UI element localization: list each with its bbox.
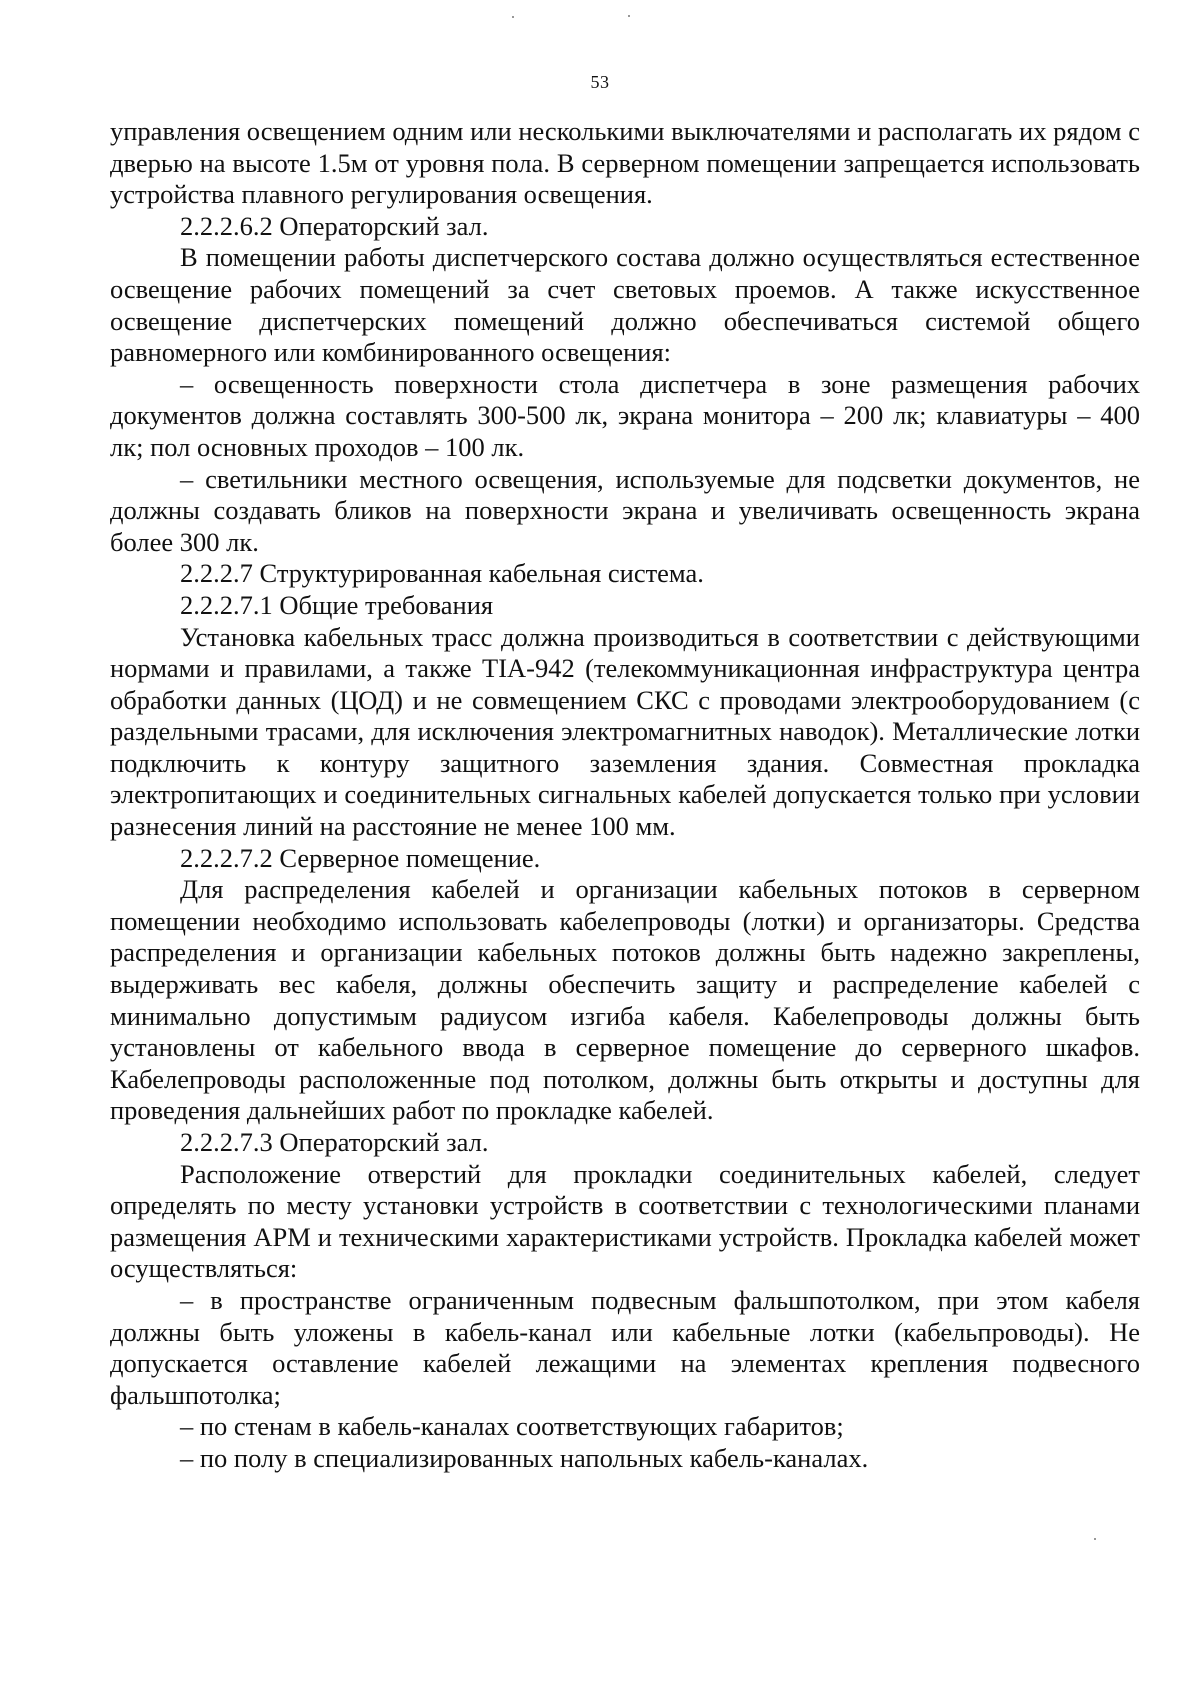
heading-2-2-2-7-1: 2.2.2.7.1 Общие требования: [180, 589, 494, 620]
paragraph-operator-hall-cabling: Расположение отверстий для прокладки соединительных кабелей, следует определять по месту установки устройств в соответствии с технологическими планами размещения АРМ и техническими характеристиками устройств. Прокладка кабелей может осуществляться:: [110, 1158, 1140, 1284]
list-item-walls: – по стенам в кабель-каналах соответствующих габаритов;: [180, 1411, 844, 1442]
heading-2-2-2-6-2: 2.2.2.6.2 Операторский зал.: [180, 210, 489, 241]
scan-speck: [1094, 1538, 1096, 1540]
paragraph-lighting-control: управления освещением одним или несколькими выключателями и располагать их рядом с дверью на высоте 1.5м от уровня пола. В серверном помещении запрещается использовать устройства плавного регулирования освещения.: [110, 116, 1140, 210]
scan-speck: [628, 15, 630, 17]
text-body: [110, 116, 1140, 1475]
page-number: 53: [590, 72, 610, 92]
paragraph-server-room-cabling: Для распределения кабелей и организации кабельных потоков в серверном помещении необходимо использовать кабелепроводы (лотки) и организаторы. Средства распределения и организации кабельных потоков должны быть надежно закреплены, выдерживать вес кабеля, должны обеспечить защиту и распределение кабелей с минимально допустимым радиусом изгиба кабеля. Кабелепроводы должны быть установлены от кабельного ввода в серверное помещение до серверного шкафов. Кабелепроводы расположенные под потолком, должны быть открыты и доступны для проведения дальнейших работ по прокладке кабелей.: [110, 874, 1140, 1126]
list-item-suspended-ceiling: – в пространстве ограниченным подвесным фальшпотолком, при этом кабеля должны быть уложены в кабель-канал или кабельные лотки (кабельпроводы). Не допускается оставление кабелей лежащими на элементах крепления подвесного фальшпотолка;: [110, 1284, 1140, 1410]
list-item-floor: – по полу в специализированных напольных кабель-каналах.: [180, 1442, 869, 1473]
scan-speck: [512, 16, 514, 18]
heading-2-2-2-7-3: 2.2.2.7.3 Операторский зал.: [180, 1127, 489, 1157]
heading-2-2-2-7-2: 2.2.2.7.2 Серверное помещение.: [180, 842, 541, 873]
paragraph-dispatch-lighting: В помещении работы диспетчерского состава должно осуществляться естественное освещение рабочих помещений за счет световых проемов. А также искусственное освещение диспетчерских помещений должно обеспечиваться системой общего равномерного или комбинированного освещения:: [110, 242, 1140, 368]
list-item-desk-illuminance: – освещенность поверхности стола диспетчера в зоне размещения рабочих документов должна составлять 300-500 лк, экрана монитора – 200 лк; клавиатуры – 400 лк; пол основных проходов – 100 лк.: [110, 368, 1140, 462]
heading-2-2-2-7: 2.2.2.7 Структурированная кабельная система.: [180, 558, 704, 589]
list-item-local-lamps: – светильники местного освещения, используемые для подсветки документов, не должны создавать бликов на поверхности экрана и увеличивать освещенность экрана более 300 лк.: [110, 463, 1140, 557]
paragraph-cable-routes: Установка кабельных трасс должна производиться в соответствии с действующими нормами и правилами, а также TIA-942 (телекоммуникационная инфраструктура центра обработки данных (ЦОД) и не совмещением СКС с проводами электрооборудованием (с раздельными трасами, для исключения электромагнитных наводок). Металлические лотки подключить к контуру защитного заземления здания. Совместная прокладка электропитающих и соединительных сигнальных кабелей допускается только при условии разнесения линий на расстояние не менее 100 мм.: [110, 621, 1140, 842]
